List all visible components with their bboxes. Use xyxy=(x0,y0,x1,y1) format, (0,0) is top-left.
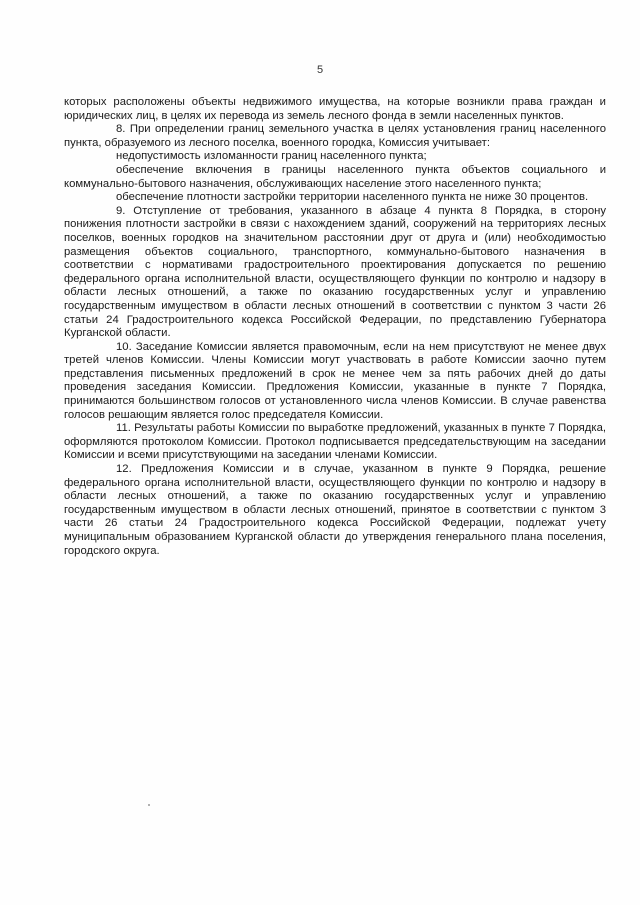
page-number: 5 xyxy=(316,64,324,76)
paragraph-9: 9. Отступление от требования, указанного в абзаце 4 пункта 8 Порядка, в сторону понижения плотности застройки в связи с нахождением зданий, сооружений на территориях лесных поселков, военных городков на значительном расстоянии друг от друга и (или) необходимостью размещения объектов социального, транспортного, коммунально-бытового назначения в соответствии с нормативами градостроительного проектирования допускается по решению федерального органа исполнительной власти, осуществляющего функции по контролю и надзору в области лесных отношений, а также по оказанию государственных услуг и управлению государственным имуществом в области лесных отношений в соответствии с пунктом 3 части 26 статьи 24 Градостроительного кодекса Российской Федерации, по представлению Губернатора Курганской области. xyxy=(64,204,606,340)
paragraph-8-item-2: обеспечение включения в границы населенного пункта объектов социального и коммунально-бытового назначения, обслуживающих население этого населенного пункта; xyxy=(64,163,606,190)
paragraph-11: 11. Результаты работы Комиссии по выработке предложений, указанных в пункте 7 Порядка, оформляются протоколом Комиссии. Протокол подписывается председательствующим на заседании Комиссии и всеми присутствующими на заседании членами Комиссии. xyxy=(64,422,606,462)
document-body xyxy=(64,96,606,558)
paragraph-12: 12. Предложения Комиссии и в случае, указанном в пункте 9 Порядка, решение федерального органа исполнительной власти, осуществляющего функции по контролю и надзору в области лесных отношений, а также по оказанию государственных услуг и управлению государственным имуществом в области лесных отношений, принятое в соответствии с пунктом 3 части 26 статьи 24 Градостроительного кодекса Российской Федерации, подлежат учету муниципальным образованием Курганской области до утверждения генерального плана поселения, городского округа. xyxy=(64,463,606,557)
paragraph-continuation: которых расположены объекты недвижимого имущества, на которые возникли права граждан и юридических лиц, в целях их перевода из земель лесного фонда в земли населенных пунктов. xyxy=(64,96,606,122)
scan-artifact xyxy=(148,804,150,806)
paragraph-8-item-1: недопустимость изломанности границ населенного пункта; xyxy=(116,150,427,163)
paragraph-10: 10. Заседание Комиссии является правомочным, если на нем присутствуют не менее двух третей членов Комиссии. Члены Комиссии могут участвовать в работе Комиссии заочно путем представления письменных предложений в срок не менее чем за пять рабочих дней до даты проведения заседания Комиссии. Предложения Комиссии, указанные в пункте 7 Порядка, принимаются большинством голосов от установленного числа членов Комиссии. В случае равенства голосов решающим является голос председателя Комиссии. xyxy=(64,340,606,421)
paragraph-8-item-3: обеспечение плотности застройки территории населенного пункта не ниже 30 процентов. xyxy=(116,191,589,204)
paragraph-8: 8. При определении границ земельного участка в целях установления границ населенного пункта, образуемого из лесного поселка, военного городка, Комиссия учитывает: xyxy=(64,123,606,149)
